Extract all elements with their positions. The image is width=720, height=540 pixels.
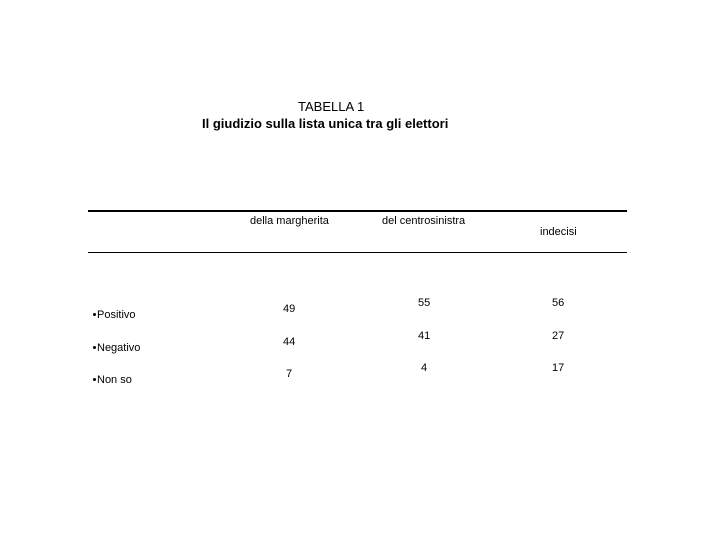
cell-non-so-indecisi: 17	[552, 362, 565, 374]
cell-non-so-margherita: 7	[286, 368, 293, 380]
row-label-positivo: Positivo	[93, 309, 136, 321]
bullet-icon	[93, 346, 96, 349]
cell-negativo-margherita: 44	[283, 336, 296, 348]
table-supertitle: TABELLA 1	[298, 99, 365, 114]
table-title: Il giudizio sulla lista unica tra gli elettori	[202, 116, 449, 131]
header-rule	[88, 252, 627, 253]
bullet-icon	[93, 313, 96, 316]
row-label-negativo: Negativo	[93, 342, 140, 354]
column-header-margherita: della margherita	[250, 215, 329, 227]
cell-negativo-indecisi: 27	[552, 330, 565, 342]
cell-non-so-centrosinistra: 4	[421, 362, 428, 374]
cell-positivo-indecisi: 56	[552, 297, 565, 309]
column-header-centrosinistra: del centrosinistra	[382, 215, 466, 227]
row-label-non-so: Non so	[93, 374, 132, 386]
bullet-icon	[93, 378, 96, 381]
cell-positivo-margherita: 49	[283, 303, 296, 315]
column-header-indecisi: indecisi	[540, 226, 577, 238]
cell-positivo-centrosinistra: 55	[418, 297, 431, 309]
top-rule	[88, 210, 627, 212]
cell-negativo-centrosinistra: 41	[418, 330, 431, 342]
